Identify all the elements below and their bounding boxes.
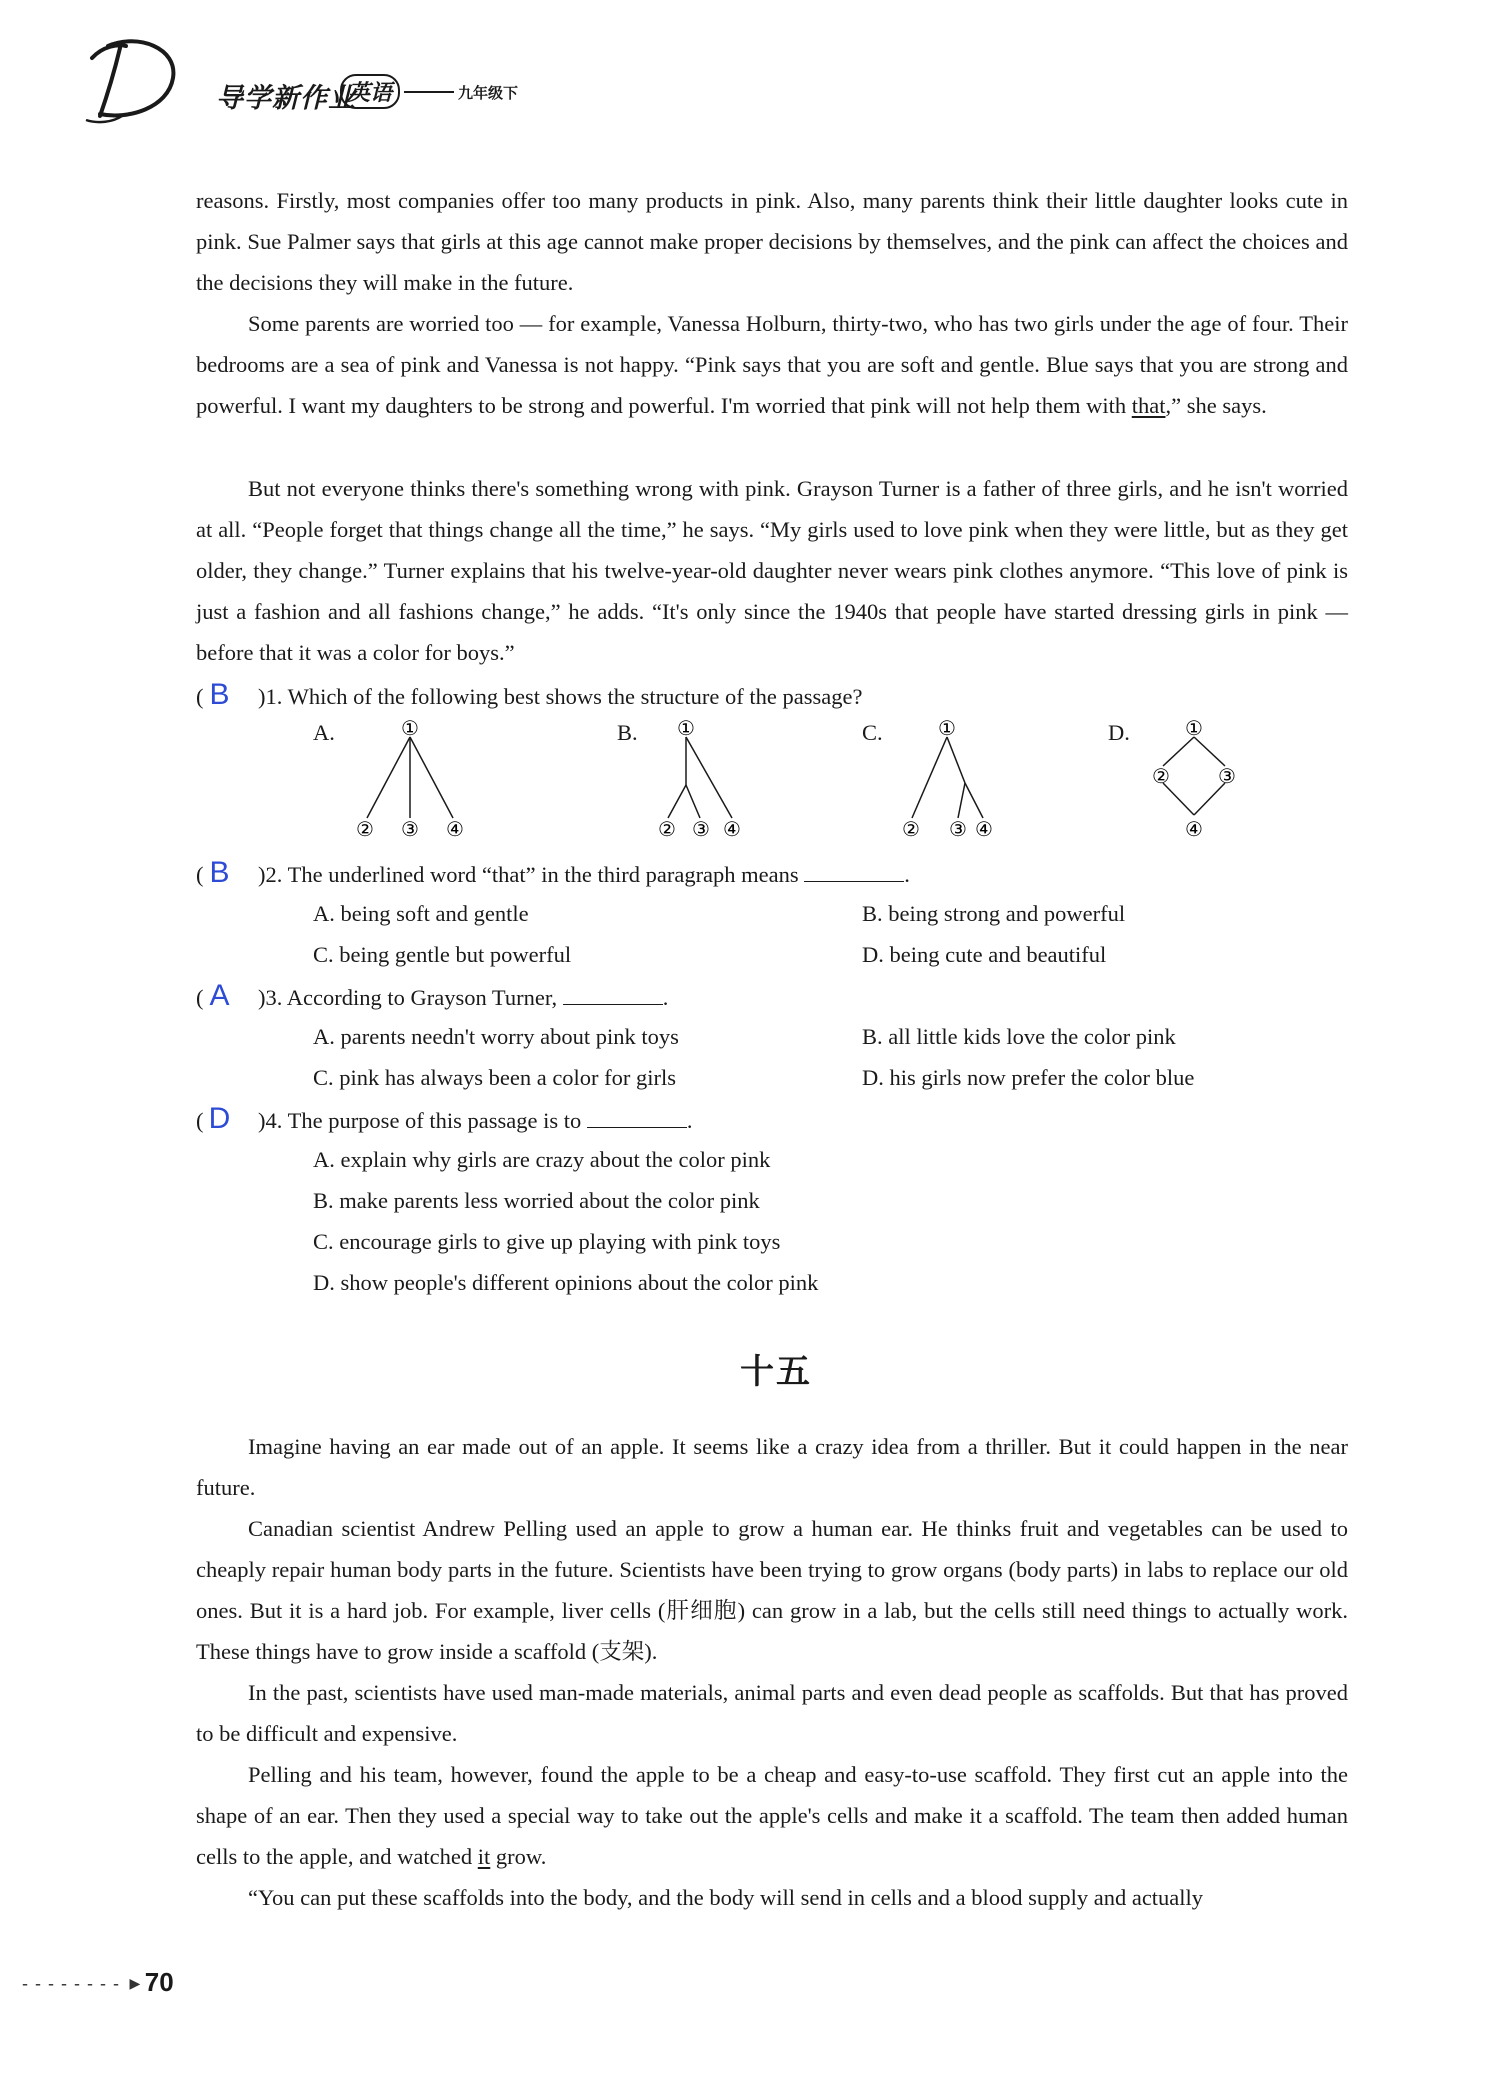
structure-diagram-d — [1135, 715, 1255, 850]
node-4: ④ — [1185, 817, 1203, 841]
node-4: ④ — [723, 817, 741, 841]
answer-blank — [587, 1105, 687, 1128]
answer-blank — [804, 859, 904, 882]
option-label: A. — [313, 720, 335, 745]
answer-mark: A — [209, 979, 230, 1012]
section-title: 十五 — [740, 1352, 812, 1392]
subject-badge: 英语 — [340, 74, 400, 109]
workbook-title: 导学新作业 — [216, 83, 356, 114]
answer-bracket: ( B — [196, 852, 258, 895]
answer-bracket: ( A — [196, 975, 258, 1018]
underlined-word-that: that — [1131, 393, 1166, 418]
dotted-arrow-icon: - - - - - - - - ► — [22, 1973, 145, 1994]
option-c: C. encourage girls to give up playing with pink toys — [313, 1229, 781, 1254]
node-3: ③ — [401, 817, 419, 841]
answer-bracket: ( B — [196, 674, 258, 717]
passage2-paragraph-5: “You can put these scaffolds into the body, and the body will send in cells and a blood supply and actually — [248, 1885, 1204, 1910]
option-label: B. — [617, 720, 638, 745]
page-header — [78, 38, 558, 118]
answer-mark: B — [209, 856, 230, 889]
question-stem: )4. The purpose of this passage is to — [258, 1108, 582, 1133]
grade-label: 九年级下 — [458, 84, 519, 102]
question-1 — [196, 674, 1346, 717]
paragraph-text: ,” she says. — [1165, 393, 1267, 418]
node-4: ④ — [975, 817, 993, 841]
node-1: ① — [938, 716, 956, 740]
option-a: A. parents needn't worry about pink toys — [313, 1024, 679, 1049]
node-4: ④ — [446, 817, 464, 841]
page-number-value: 70 — [144, 1967, 174, 1997]
node-2: ② — [356, 817, 374, 841]
structure-diagram-c — [885, 715, 1015, 845]
node-3: ③ — [1218, 764, 1236, 788]
option-b: B. all little kids love the color pink — [862, 1024, 1176, 1049]
option-c: C. being gentle but powerful — [313, 942, 572, 967]
page-number — [22, 1967, 174, 1998]
passage1-paragraph-1: reasons. Firstly, most companies offer too many products in pink. Also, many parents think their little daughter looks cute in pink. Sue Palmer says that girls at this age cannot make proper decisions by themselves, and the pink can affect the choices and the decisions they will make in the future. — [196, 188, 1348, 295]
passage2-paragraph-3: In the past, scientists have used man-made materials, animal parts and even dead people as scaffolds. But that has proved to be difficult and expensive. — [196, 1680, 1348, 1746]
underlined-word-it: it — [477, 1844, 491, 1869]
node-2: ② — [658, 817, 676, 841]
option-d: D. his girls now prefer the color blue — [862, 1065, 1195, 1090]
header-dash — [404, 91, 454, 93]
option-b: B. being strong and powerful — [862, 901, 1126, 926]
question-2: ( B )2. The underlined word “that” in the third paragraph means . — [196, 852, 1346, 895]
node-3: ③ — [692, 817, 710, 841]
passage1-paragraph-3: But not everyone thinks there's something wrong with pink. Grayson Turner is a father of three girls, and he isn't worried at all. “People forget that things change all the time,” he says. “My girls used to love pink when they were little, but as they get older, they change.” Turner explains that his twelve-year-old daughter never wears pink clothes anymore. “This love of pink is just a fashion and all fashions change,” he adds. “It's only since the 1940s that people have started dressing girls in pink — before that it was a color for boys.” — [196, 476, 1348, 665]
passage1-paragraph-2 — [196, 303, 1348, 426]
option-a: A. explain why girls are crazy about the color pink — [313, 1147, 771, 1172]
option-d: D. show people's different opinions about the color pink — [313, 1270, 819, 1295]
answer-mark: D — [208, 1102, 231, 1135]
node-2: ② — [1152, 764, 1170, 788]
option-label: C. — [862, 720, 883, 745]
option-a: A. being soft and gentle — [313, 901, 529, 926]
option-c: C. pink has always been a color for girls — [313, 1065, 677, 1090]
paragraph-text: Pelling and his team, however, found the apple to be a cheap and easy-to-use scaffold. They first cut an apple into the shape of an ear. Then they used a special way to take out the apple's cells and make it a scaffold. The team then added human cells to the apple, and watched — [196, 1762, 1348, 1869]
node-2: ② — [902, 817, 920, 841]
question-3: ( A )3. According to Grayson Turner, . — [196, 975, 1346, 1018]
paragraph-text: Some parents are worried too — for example, Vanessa Holburn, thirty-two, who has two girls under the age of four. Their bedrooms are a sea of pink and Vanessa is not happy. “Pink says that you are soft and gentle. Blue says that you are strong and powerful. I want my daughters to be strong and powerful. I'm worried that pink will not help them with — [196, 311, 1348, 418]
node-1: ① — [1185, 716, 1203, 740]
option-b: B. make parents less worried about the color pink — [313, 1188, 760, 1213]
option-d: D. being cute and beautiful — [862, 942, 1107, 967]
structure-diagram-b — [640, 715, 770, 845]
passage2-paragraph-1: Imagine having an ear made out of an apple. It seems like a crazy idea from a thriller. But it could happen in the near future. — [196, 1434, 1348, 1500]
question-stem: )2. The underlined word “that” in the third paragraph means — [258, 862, 799, 887]
passage2-paragraph-2: Canadian scientist Andrew Pelling used an apple to grow a human ear. He thinks fruit and vegetables can be used to cheaply repair human body parts in the future. Scientists have been trying to grow organs (body parts) in labs to replace our old ones. But it is a hard job. For example, liver cells (肝细胞) can grow in a lab, but the cells still need things to actually work. These things have to grow inside a scaffold (支架). — [196, 1516, 1348, 1664]
question-stem: )3. According to Grayson Turner, — [258, 985, 558, 1010]
node-3: ③ — [949, 817, 967, 841]
d-logo-icon — [78, 28, 188, 128]
structure-diagram-a — [340, 715, 490, 845]
passage2-paragraph-4 — [196, 1754, 1348, 1877]
node-1: ① — [401, 716, 419, 740]
question-stem: )1. Which of the following best shows the structure of the passage? — [258, 684, 863, 709]
answer-mark: B — [209, 678, 230, 711]
answer-bracket: ( D — [196, 1098, 258, 1141]
answer-blank — [563, 982, 663, 1005]
question-4: ( D )4. The purpose of this passage is to . — [196, 1098, 1346, 1141]
paragraph-text: grow. — [490, 1844, 547, 1869]
node-1: ① — [677, 716, 695, 740]
option-label: D. — [1108, 720, 1130, 745]
